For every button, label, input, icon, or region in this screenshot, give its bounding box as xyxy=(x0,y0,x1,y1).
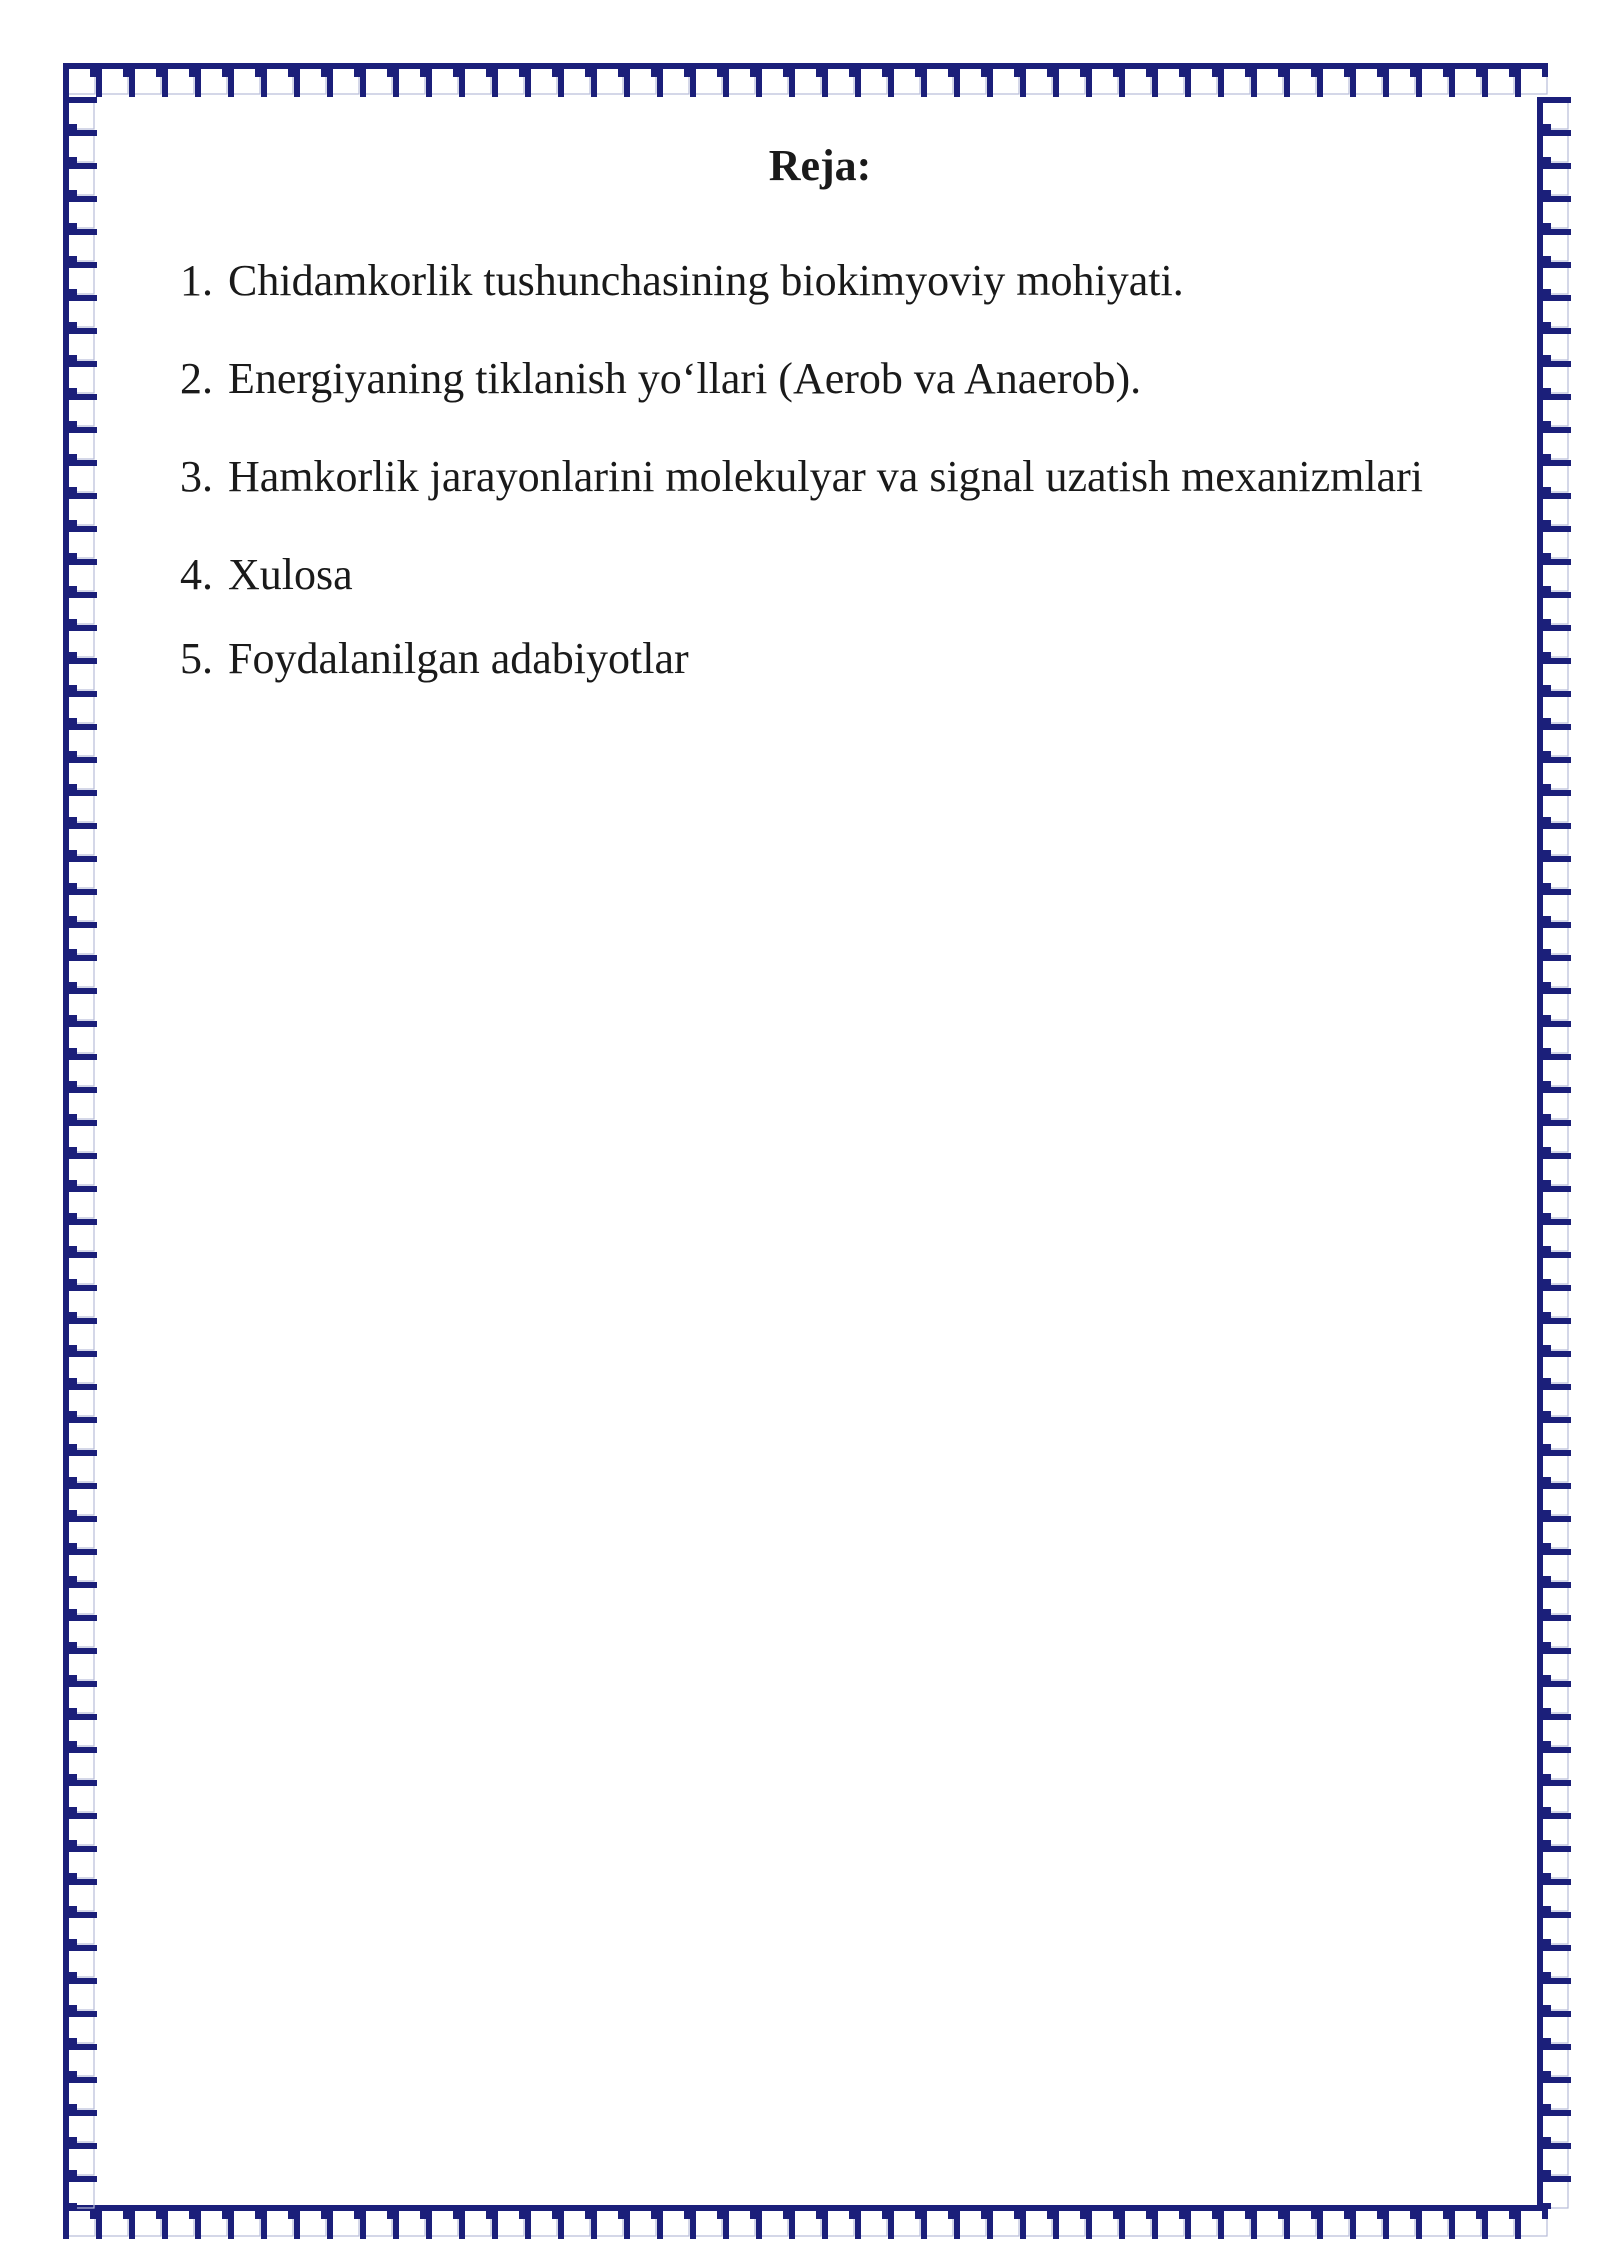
border-motif xyxy=(1540,166,1568,195)
border-motif xyxy=(1540,661,1568,690)
border-motif xyxy=(66,2208,95,2236)
border-motif xyxy=(66,298,94,327)
border-motif xyxy=(330,66,359,94)
border-motif xyxy=(1540,1123,1568,1152)
border-motif xyxy=(66,1585,94,1614)
border-motif xyxy=(1540,1321,1568,1350)
border-motif xyxy=(264,2208,293,2236)
border-motif xyxy=(264,66,293,94)
border-motif xyxy=(1540,1354,1568,1383)
border-motif xyxy=(1155,2208,1184,2236)
border-motif xyxy=(759,66,788,94)
border-motif xyxy=(99,2208,128,2236)
border-motif xyxy=(297,2208,326,2236)
border-motif xyxy=(693,66,722,94)
border-motif xyxy=(1518,66,1547,94)
border-motif xyxy=(1540,1420,1568,1449)
border-motif xyxy=(66,1387,94,1416)
border-motif xyxy=(66,1453,94,1482)
border-motif xyxy=(1540,1222,1568,1251)
border-motif xyxy=(66,232,94,261)
border-motif xyxy=(66,892,94,921)
border-motif xyxy=(66,1486,94,1515)
border-motif xyxy=(528,66,557,94)
border-motif xyxy=(1540,2146,1568,2175)
border-motif xyxy=(759,2208,788,2236)
border-motif xyxy=(1540,958,1568,987)
border-motif xyxy=(528,2208,557,2236)
border-motif xyxy=(957,2208,986,2236)
border-motif xyxy=(1540,1816,1568,1845)
border-motif xyxy=(891,2208,920,2236)
border-motif xyxy=(1540,628,1568,657)
border-motif xyxy=(66,1651,94,1680)
border-motif xyxy=(924,66,953,94)
border-motif xyxy=(330,2208,359,2236)
border-motif xyxy=(924,2208,953,2236)
border-motif xyxy=(1023,66,1052,94)
border-motif xyxy=(66,1123,94,1152)
border-motif xyxy=(66,595,94,624)
border-motif xyxy=(66,562,94,591)
border-motif xyxy=(1540,2047,1568,2076)
border-motif xyxy=(495,66,524,94)
border-motif xyxy=(1540,562,1568,591)
border-motif xyxy=(66,529,94,558)
list-item xyxy=(180,435,1430,519)
border-motif xyxy=(66,793,94,822)
list-item-number: 4. xyxy=(180,550,213,599)
border-motif xyxy=(66,1255,94,1284)
border-motif xyxy=(1221,2208,1250,2236)
border-motif xyxy=(66,2080,94,2109)
list-item-number: 1. xyxy=(180,256,213,305)
border-motif xyxy=(1540,826,1568,855)
border-motif xyxy=(66,1618,94,1647)
border-motif xyxy=(1540,430,1568,459)
border-motif xyxy=(66,1981,94,2010)
border-motif xyxy=(1540,529,1568,558)
border-motif xyxy=(462,2208,491,2236)
border-motif xyxy=(1540,364,1568,393)
border-motif xyxy=(594,66,623,94)
border-motif xyxy=(957,66,986,94)
document-content xyxy=(180,140,1430,715)
border-motif xyxy=(1540,1981,1568,2010)
border-motif xyxy=(66,661,94,690)
border-motif xyxy=(1485,2208,1514,2236)
border-motif xyxy=(495,2208,524,2236)
border-motif xyxy=(1540,397,1568,426)
border-motif xyxy=(1540,331,1568,360)
list-item xyxy=(180,239,1430,323)
border-motif xyxy=(66,958,94,987)
border-motif xyxy=(66,364,94,393)
border-motif xyxy=(132,66,161,94)
list-item xyxy=(180,617,1430,701)
border-motif xyxy=(561,66,590,94)
border-motif xyxy=(1485,66,1514,94)
border-motif xyxy=(1221,66,1250,94)
list-item xyxy=(180,533,1430,617)
list-item-text: Energiyaning tiklanish yo‘llari (Aerob va Anaerob). xyxy=(228,354,1142,403)
border-motif xyxy=(1540,133,1568,162)
border-motif xyxy=(1540,2113,1568,2142)
border-motif xyxy=(1254,2208,1283,2236)
border-motif xyxy=(1540,1750,1568,1779)
border-motif xyxy=(66,1684,94,1713)
border-motif xyxy=(66,166,94,195)
border-motif xyxy=(66,1321,94,1350)
border-motif xyxy=(1540,1156,1568,1185)
border-motif xyxy=(1540,1651,1568,1680)
border-motif xyxy=(1023,2208,1052,2236)
border-motif xyxy=(1540,1090,1568,1119)
border-motif xyxy=(66,925,94,954)
border-motif xyxy=(66,760,94,789)
border-motif xyxy=(1254,66,1283,94)
border-motif xyxy=(66,1882,94,1911)
list-item xyxy=(180,337,1430,421)
border-motif xyxy=(1540,496,1568,525)
border-motif xyxy=(1540,100,1568,129)
border-motif xyxy=(1540,298,1568,327)
border-motif xyxy=(792,2208,821,2236)
list-item-text: Chidamkorlik tushunchasining biokimyoviy mohiyati. xyxy=(228,256,1184,305)
border-motif xyxy=(165,66,194,94)
border-motif xyxy=(1540,991,1568,1020)
border-motif xyxy=(66,463,94,492)
border-motif xyxy=(1089,2208,1118,2236)
list-item-number: 5. xyxy=(180,634,213,683)
border-motif xyxy=(1540,463,1568,492)
border-motif xyxy=(1540,1486,1568,1515)
border-motif xyxy=(66,397,94,426)
border-motif xyxy=(198,2208,227,2236)
border-motif xyxy=(1540,1255,1568,1284)
border-motif xyxy=(1540,694,1568,723)
border-motif xyxy=(1540,1849,1568,1878)
border-motif xyxy=(1540,2080,1568,2109)
border-motif xyxy=(627,2208,656,2236)
border-motif xyxy=(66,1717,94,1746)
border-motif xyxy=(660,66,689,94)
border-motif xyxy=(858,2208,887,2236)
border-motif xyxy=(66,1552,94,1581)
border-motif xyxy=(1056,2208,1085,2236)
border-motif xyxy=(231,66,260,94)
border-motif xyxy=(66,2146,94,2175)
border-motif xyxy=(825,66,854,94)
border-motif xyxy=(66,100,94,129)
border-motif xyxy=(396,66,425,94)
border-motif xyxy=(1540,2014,1568,2043)
border-motif xyxy=(66,331,94,360)
border-motif xyxy=(66,628,94,657)
border-motif xyxy=(1540,1024,1568,1053)
border-motif xyxy=(429,2208,458,2236)
border-motif xyxy=(1353,66,1382,94)
border-motif xyxy=(594,2208,623,2236)
border-motif xyxy=(1540,232,1568,261)
border-motif xyxy=(66,2113,94,2142)
border-motif xyxy=(297,66,326,94)
border-motif xyxy=(1056,66,1085,94)
border-motif xyxy=(66,1090,94,1119)
border-motif xyxy=(1540,2179,1568,2208)
border-motif xyxy=(1540,1387,1568,1416)
border-motif xyxy=(66,199,94,228)
border-motif xyxy=(726,66,755,94)
list-item-text: Xulosa xyxy=(228,550,353,599)
border-motif xyxy=(1540,859,1568,888)
border-motif xyxy=(990,66,1019,94)
border-motif xyxy=(1188,2208,1217,2236)
border-motif xyxy=(66,1750,94,1779)
border-motif xyxy=(66,1915,94,1944)
border-motif xyxy=(132,2208,161,2236)
border-motif xyxy=(66,826,94,855)
border-motif xyxy=(66,1156,94,1185)
border-motif xyxy=(561,2208,590,2236)
list-item-text: Hamkorlik jarayonlarini molekulyar va signal uzatish mexanizmlari xyxy=(228,452,1423,501)
border-motif xyxy=(1155,66,1184,94)
border-motif xyxy=(1353,2208,1382,2236)
border-motif xyxy=(1287,2208,1316,2236)
border-motif xyxy=(1540,1552,1568,1581)
border-motif xyxy=(1320,2208,1349,2236)
border-motif xyxy=(1540,1915,1568,1944)
border-motif xyxy=(792,66,821,94)
plan-title: Reja: xyxy=(768,141,872,190)
border-motif xyxy=(660,2208,689,2236)
border-motif xyxy=(363,66,392,94)
border-motif xyxy=(1386,66,1415,94)
border-motif xyxy=(1540,1057,1568,1086)
border-motif xyxy=(1540,1189,1568,1218)
border-motif xyxy=(1540,892,1568,921)
border-motif xyxy=(66,1288,94,1317)
border-motif xyxy=(396,2208,425,2236)
border-motif xyxy=(363,2208,392,2236)
border-motif xyxy=(1188,66,1217,94)
plan-list xyxy=(180,239,1430,701)
border-motif xyxy=(66,991,94,1020)
border-motif xyxy=(1540,1783,1568,1812)
border-motif xyxy=(1540,1618,1568,1647)
border-motif xyxy=(1540,925,1568,954)
border-motif xyxy=(231,2208,260,2236)
border-motif xyxy=(66,1849,94,1878)
border-motif xyxy=(1452,66,1481,94)
border-motif xyxy=(66,1420,94,1449)
border-motif xyxy=(1540,1882,1568,1911)
border-motif xyxy=(693,2208,722,2236)
border-motif xyxy=(1419,66,1448,94)
border-motif xyxy=(66,430,94,459)
border-motif xyxy=(825,2208,854,2236)
border-motif xyxy=(66,133,94,162)
border-motif xyxy=(66,1222,94,1251)
border-motif xyxy=(1540,1519,1568,1548)
border-motif xyxy=(165,2208,194,2236)
border-motif xyxy=(1540,265,1568,294)
border-motif xyxy=(1419,2208,1448,2236)
border-motif xyxy=(1540,1684,1568,1713)
border-motif xyxy=(429,66,458,94)
border-motif xyxy=(66,2047,94,2076)
border-motif xyxy=(66,496,94,525)
border-motif xyxy=(66,1354,94,1383)
border-motif xyxy=(198,66,227,94)
border-motif xyxy=(627,66,656,94)
border-motif xyxy=(66,66,95,94)
border-motif xyxy=(1540,595,1568,624)
border-motif xyxy=(1122,2208,1151,2236)
border-motif xyxy=(66,1519,94,1548)
border-motif xyxy=(66,1816,94,1845)
border-motif xyxy=(1386,2208,1415,2236)
border-motif xyxy=(1540,1717,1568,1746)
border-motif xyxy=(66,1948,94,1977)
border-motif xyxy=(1540,199,1568,228)
border-motif xyxy=(1320,66,1349,94)
border-motif xyxy=(1540,1948,1568,1977)
border-motif xyxy=(726,2208,755,2236)
border-motif xyxy=(99,66,128,94)
border-motif xyxy=(1540,1288,1568,1317)
border-motif xyxy=(66,727,94,756)
border-motif xyxy=(462,66,491,94)
border-motif xyxy=(1122,66,1151,94)
border-motif xyxy=(1540,793,1568,822)
list-item-number: 3. xyxy=(180,452,213,501)
list-item-text: Foydalanilgan adabiyotlar xyxy=(228,634,689,683)
border-motif xyxy=(1452,2208,1481,2236)
border-motif xyxy=(66,1783,94,1812)
border-motif xyxy=(990,2208,1019,2236)
border-motif xyxy=(891,66,920,94)
border-motif xyxy=(66,1057,94,1086)
border-motif xyxy=(1518,2208,1547,2236)
border-motif xyxy=(1089,66,1118,94)
border-motif xyxy=(1540,1585,1568,1614)
border-motif xyxy=(1540,1453,1568,1482)
list-item-number: 2. xyxy=(180,354,213,403)
border-motif xyxy=(66,1024,94,1053)
border-motif xyxy=(1540,760,1568,789)
border-motif xyxy=(66,265,94,294)
border-motif xyxy=(1287,66,1316,94)
border-motif xyxy=(1540,727,1568,756)
border-motif xyxy=(66,859,94,888)
border-motif xyxy=(66,2014,94,2043)
border-motif xyxy=(66,1189,94,1218)
border-motif xyxy=(66,694,94,723)
border-motif xyxy=(66,2179,94,2208)
border-motif xyxy=(858,66,887,94)
